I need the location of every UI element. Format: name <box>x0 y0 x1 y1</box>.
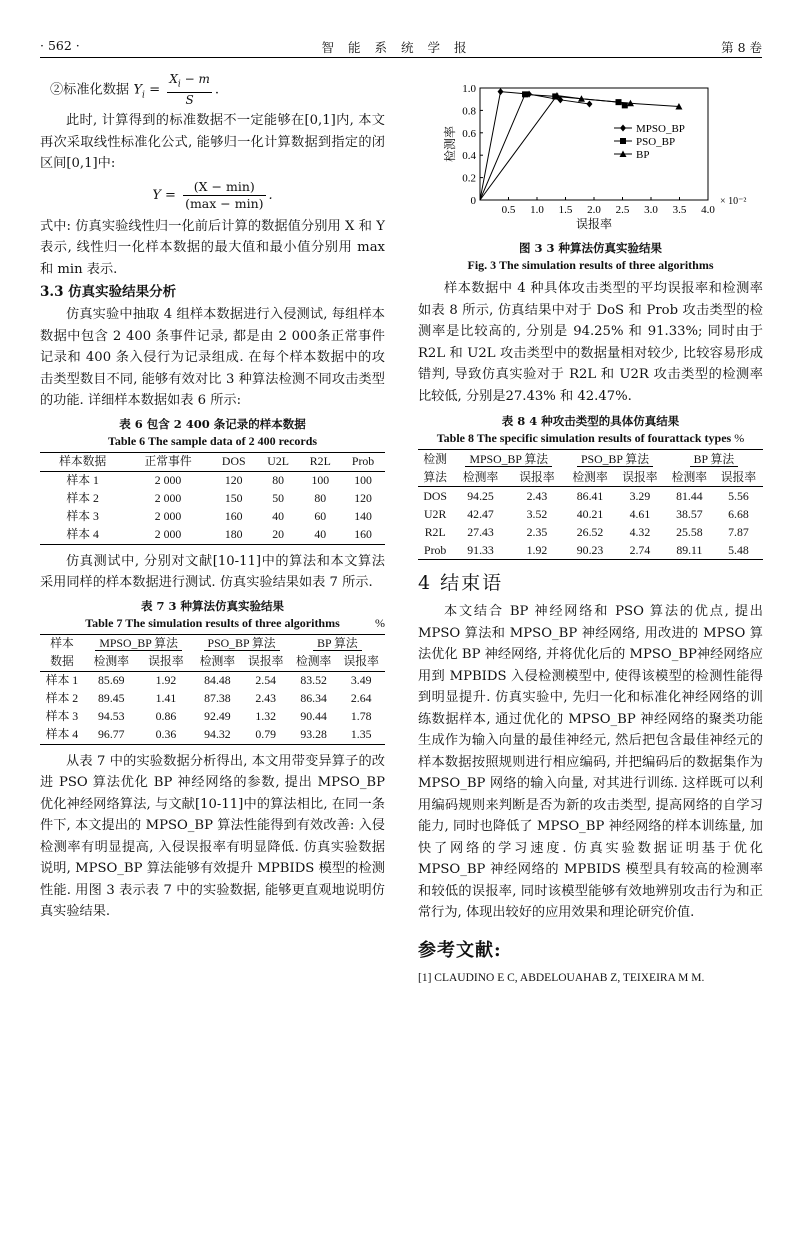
table-cell: 5.56 <box>728 488 749 503</box>
table-header-cell: 误报率 <box>242 653 290 672</box>
table-cell: 25.58 <box>676 524 703 539</box>
table-header-cell: 正常事件 <box>125 452 210 471</box>
table-cell: 89.11 <box>665 541 714 560</box>
table-cell: 42.47 <box>467 506 494 521</box>
section-3-3-heading: 3.3 仿真实验结果分析 <box>40 284 177 301</box>
paragraph-4: 仿真测试中, 分别对文献[10-11]中的算法和本文算法采用同样的样本数据进行测试. 仿真实验结果如表 7 所示. <box>40 553 385 591</box>
series-line-pso-bp <box>480 94 625 200</box>
table-cell: 93.28 <box>290 726 338 745</box>
table-cell: 样本 1 <box>45 673 79 688</box>
table-cell: 6.68 <box>728 506 749 521</box>
table-cell: 160 <box>341 526 385 545</box>
x-axis-label: 误报率 <box>575 217 613 231</box>
reference-1: [1] CLAUDINO E C, ABDELOUAHAB Z, TEIXEIRA M M. <box>418 971 705 984</box>
table-cell: 样本 3 <box>66 509 99 524</box>
table-cell: 样本 1 <box>66 473 99 488</box>
table-row <box>40 508 385 526</box>
data-point <box>498 88 504 95</box>
table-cell: 2.35 <box>526 524 548 539</box>
table-cell: 样本 4 <box>40 526 125 545</box>
paragraph-2: 式中: 仿真实验线性归一化前后计算的数据值分别用 X 和 Y 表示, 线性归一化样本数据的最大值和最小值分别用 max 和 min 表示. <box>40 218 385 277</box>
table-cell: 0.79 <box>242 726 290 745</box>
table-cell: 87.38 <box>204 691 231 706</box>
table8-unit: % <box>734 431 745 445</box>
table-row <box>40 690 385 708</box>
journal-name: 智能系统学报 <box>321 40 481 55</box>
y-tick-label: 0.8 <box>462 105 476 118</box>
table-cell: 80 <box>314 491 327 506</box>
table-cell: 94.25 <box>467 488 494 503</box>
table-cell: 2.54 <box>255 673 277 688</box>
table-row <box>418 523 763 541</box>
y-tick-label: 1.0 <box>462 83 476 95</box>
formula-den: S <box>185 93 194 108</box>
table-header-group-label: BP 算法 <box>690 452 739 467</box>
legend-label: PSO_BP <box>636 136 676 148</box>
table-header-group-label: MPSO_BP 算法 <box>465 452 552 467</box>
x-tick-label: 4.0 <box>701 204 715 216</box>
figure-3-chart <box>418 78 763 238</box>
paragraph-3: 仿真实验中抽取 4 组样本数据进行入侵测试, 每组样本数据中包含 2 400 条事件记录, 都是由 2 000条正常事件记录和 400 条入侵行为记录组成. 在每个样本数据中的攻击类型数目不同, 能够有效对比 3 种算法检测不同攻击类型的功能. 详细样本数据如表 6 所示: <box>40 307 385 409</box>
table-cell: 85.69 <box>98 673 125 688</box>
table-cell: 2.43 <box>526 488 548 503</box>
table-cell: 140 <box>354 509 372 524</box>
table-header-cell: Prob <box>341 452 385 471</box>
table-cell: 150 <box>224 491 243 506</box>
table-cell: 2 000 <box>154 509 182 524</box>
table-row <box>40 726 385 745</box>
table-cell: 100 <box>311 473 330 488</box>
formula-lhs-sub: i <box>142 90 145 101</box>
formula-2: Y = $\frac{(X - \min)}{(\max - \min)}$ . <box>152 178 273 211</box>
table-header-cell: 误报率 <box>509 468 565 487</box>
table7-caption-en-text: Table 7 The simulation results of three algorithms <box>85 615 340 630</box>
table-cell: Prob <box>418 541 452 560</box>
table-cell: 5.48 <box>714 541 763 560</box>
table-cell: 0.86 <box>155 709 177 724</box>
figure3-caption-cn: 图 3 3 种算法仿真实验结果 <box>518 241 662 255</box>
table-cell: 86.34 <box>300 691 327 706</box>
legend-marker <box>620 138 626 144</box>
table-row <box>40 671 385 690</box>
table-header-cell: 误报率 <box>714 468 763 487</box>
table-cell: 1.92 <box>155 673 177 688</box>
table-header-cell: 检测率 <box>193 653 241 672</box>
table-cell: 2.43 <box>255 691 277 706</box>
table-header-cell: 误报率 <box>615 468 665 487</box>
legend-label: MPSO_BP <box>636 123 685 135</box>
table-cell: 2 000 <box>154 473 182 488</box>
formula-num: X <box>169 72 178 86</box>
table-cell: 120 <box>354 491 372 506</box>
references-heading: 参考文献: <box>418 939 502 961</box>
x-tick-label: 3.0 <box>644 204 658 216</box>
table-header-group-label: MPSO_BP 算法 <box>95 636 182 651</box>
table-row <box>40 490 385 508</box>
table7-unit: % <box>375 615 385 630</box>
x-tick-label: 2.0 <box>587 204 601 216</box>
table-cell: 60 <box>314 509 327 524</box>
table-header-cell: 误报率 <box>337 653 385 672</box>
table-row <box>40 526 385 545</box>
table-header-group <box>565 450 665 469</box>
table-cell: 20 <box>257 526 300 545</box>
table-header-cell: 样本 <box>40 634 84 653</box>
table-cell: 120 <box>224 473 243 488</box>
formula-num-sub: i <box>177 79 181 90</box>
table-cell: R2L <box>424 524 446 539</box>
paragraph-6: 样本数据中 4 种具体攻击类型的平均误报率和检测率如表 8 所示, 仿真结果中对于 DoS 和 Prob 攻击类型的检测率是比较高的, 分别是 94.25% 和 91.33%; 同时由于 R2L 和 U2L 攻击类型中的数据量相对较少, 比较容易形成错判, 导致仿真实验对于 R2L 和 U2R 攻击类型的检测率比较低, 分别是27.43% 和 42.47%. <box>418 281 763 404</box>
table-header-cell: 检测率 <box>290 653 338 672</box>
table-cell: 样本 4 <box>40 726 84 745</box>
formula-num-tail: − m <box>180 72 210 86</box>
formula-lhs: Y <box>133 82 143 98</box>
table-header-cell: 检测率 <box>452 468 508 487</box>
table-cell: 50 <box>272 491 284 506</box>
table-cell: 样本 2 <box>66 491 99 506</box>
table-cell: 4.32 <box>629 524 651 539</box>
y-tick-label: 0.6 <box>462 127 476 140</box>
table-cell: 81.44 <box>676 488 703 503</box>
table-cell: 94.53 <box>98 709 125 724</box>
table-header-cell: 数据 <box>40 653 84 672</box>
table-header-cell: DOS <box>211 452 257 471</box>
table-header-group-label: PSO_BP 算法 <box>577 452 653 467</box>
table-cell: 96.77 <box>84 726 139 745</box>
table-cell: 4.61 <box>629 506 651 521</box>
table-cell: 1.35 <box>337 726 385 745</box>
y-tick-label: 0 <box>470 195 476 207</box>
x-tick-label: 1.5 <box>558 204 573 216</box>
x-tick-label: 2.5 <box>615 204 630 216</box>
table-cell: DOS <box>423 488 447 503</box>
table-cell: 94.32 <box>193 726 241 745</box>
table-cell: 1.32 <box>255 709 277 724</box>
table-cell: 1.41 <box>155 691 177 706</box>
figure3-caption-en: Fig. 3 The simulation results of three algorithms <box>467 258 714 272</box>
right-column <box>418 78 763 986</box>
data-point <box>586 101 592 108</box>
table-header-cell: 检测 <box>418 450 452 469</box>
table-cell: 样本 2 <box>45 691 79 706</box>
table-row <box>418 487 763 506</box>
table-cell: 84.48 <box>204 673 231 688</box>
table-header-cell: 算法 <box>418 468 452 487</box>
table-cell: 92.49 <box>204 709 231 724</box>
table-header-group <box>290 634 385 653</box>
table-header-cell: 检测率 <box>84 653 139 672</box>
x-exponent-label: × 10⁻² <box>720 196 747 207</box>
y-tick-label: 0.4 <box>462 150 476 163</box>
table7-caption-cn: 表 7 3 种算法仿真实验结果 <box>140 598 284 613</box>
table-header-group <box>452 450 565 469</box>
table-cell: 3.52 <box>526 506 548 521</box>
table-header-group-label: BP 算法 <box>313 636 362 651</box>
y-axis-label: 检测率 <box>443 125 457 163</box>
table6-caption-cn: 表 6 包含 2 400 条记录的样本数据 <box>119 416 306 431</box>
x-tick-label: 1.0 <box>530 204 544 216</box>
table-row <box>40 708 385 726</box>
table-cell: 1.92 <box>509 541 565 560</box>
table-header-cell: 误报率 <box>139 653 194 672</box>
table-cell: 样本 3 <box>45 709 79 724</box>
table-row <box>418 505 763 523</box>
table-cell: 38.57 <box>676 506 703 521</box>
table-header-cell: 检测率 <box>665 468 714 487</box>
paragraph-7: 本文结合 BP 神经网络和 PSO 算法的优点, 提出 MPSO 算法和 MPSO_BP 神经网络, 用改进的 MPSO 算法优化 BP 神经网络, 并将优化后的 MPSO_BP神经网络应用到 MPBIDS 入侵检测模型中, 使得该模型的检测性能得到明显提升. 仿真实验中, 先归一化和标准化神经网络的训练数据样本, 通过优化的 MPSO_BP 神经网络的聚类功能生成作为输入向量的最佳神经元, 然后把包含最佳神经元的样本数据按照规则进行相应编码, 并把编码后的数据集作为 MPSO_BP 网络的输入向量, 对其进行训练. 这样既可以利用编码规则来判断是否为新的攻击类型, 提高网络的自学习能力, 同时也降低了 MPSO_BP 神经网络的样本训练量, 加快了网络的学习速度. 仿真实验数据证明基于优化 MPSO_BP 神经网络的 MPBIDS 模型具有较高的检测率和较低的误报率, 同时该模型能够有效地辨别攻击行为和正常行为, 体现出较好的应用效果和理论研究价值. <box>418 604 763 920</box>
table-cell: 2 000 <box>125 526 210 545</box>
section-4-heading: 4 结束语 <box>418 572 504 594</box>
x-tick-label: 0.5 <box>501 204 516 216</box>
legend-label: BP <box>636 149 650 161</box>
table8-caption-en <box>418 430 763 447</box>
table-row <box>40 471 385 490</box>
table-cell: 3.29 <box>629 488 651 503</box>
table-cell: 27.43 <box>467 524 494 539</box>
table8-caption-en-text: Table 8 The specific simulation results of fourattack types <box>436 431 732 445</box>
standardize-formula-line: ②标准化数据 $Y_i$ = $\frac{X_i - m}{S}$ . <box>50 72 220 108</box>
table-row <box>418 541 763 560</box>
paragraph-5: 从表 7 中的实验数据分析得出, 本文用带变异算子的改进 PSO 算法优化 BP 神经网络的参数, 提出 MPSO_BP 优化神经网络算法, 与文献[10-11]中的算法相比, 在同一条件下, 本文提出的 MPSO_BP 算法性能得到有效改善: 入侵检测率有明显提高, 入侵误报率有明显降低. 仿真实验数据说明, MPSO_BP 算法能够有效提升 MPBIDS 模型的检测性能. 用图 3 表示表 7 中的实验数据, 能够更直观地说明仿真实验结果. <box>40 753 385 920</box>
table-header-cell: 样本数据 <box>40 452 125 471</box>
table-header-group <box>193 634 290 653</box>
table-cell: 83.52 <box>300 673 327 688</box>
formula2-den: (max − min) <box>185 195 264 211</box>
paragraph-1: 此时, 计算得到的标准数据不一定能够在[0,1]内, 本文再次采取线性标准化公式, 能够归一化计算数据到指定的闭区间[0,1]中: <box>40 113 385 172</box>
table-7 <box>40 634 385 745</box>
table-cell: 2 000 <box>154 491 182 506</box>
table-header-cell: R2L <box>299 452 341 471</box>
data-point <box>522 91 528 97</box>
page-number: · 562 · <box>40 38 80 53</box>
x-tick-label: 3.5 <box>672 204 687 216</box>
table-cell: 90.23 <box>565 541 615 560</box>
formula2-fraction <box>183 179 265 212</box>
table-header-cell: 检测率 <box>565 468 615 487</box>
table-cell: 40 <box>299 526 341 545</box>
formula2-lhs: Y = <box>152 187 181 203</box>
table-8 <box>418 449 763 560</box>
chart-svg <box>418 78 763 238</box>
y-tick-label: 0.2 <box>462 172 476 185</box>
formula-fraction <box>167 72 212 108</box>
table-cell: 2.64 <box>350 691 372 706</box>
standardize-label: ②标准化数据 <box>50 82 134 98</box>
table-cell: 3.49 <box>350 673 372 688</box>
table-cell: 89.45 <box>98 691 125 706</box>
table-header-group <box>665 450 763 469</box>
series-line-mpso-bp <box>480 92 589 200</box>
table-cell: 91.33 <box>452 541 508 560</box>
table-cell: 1.78 <box>350 709 372 724</box>
table-header-group <box>84 634 193 653</box>
left-column <box>40 72 385 923</box>
table-header-group-label: PSO_BP 算法 <box>204 636 280 651</box>
legend-marker <box>620 125 626 132</box>
table-cell: 180 <box>211 526 257 545</box>
table-cell: 90.44 <box>300 709 327 724</box>
table-cell: 40.21 <box>576 506 604 521</box>
table-cell: 7.87 <box>728 524 749 539</box>
table-cell: 2.74 <box>615 541 665 560</box>
table-cell: 80 <box>272 473 284 488</box>
formula2-num: (X − min) <box>183 179 265 196</box>
table-cell: 0.36 <box>139 726 194 745</box>
page-header <box>40 38 762 58</box>
table-6 <box>40 452 385 545</box>
table-cell: 26.52 <box>576 524 604 539</box>
table-cell: 160 <box>224 509 243 524</box>
volume-number: 第 8 卷 <box>721 40 762 55</box>
table6-caption-en: Table 6 The sample data of 2 400 records <box>107 433 318 448</box>
table8-caption-cn: 表 8 4 种攻击类型的具体仿真结果 <box>501 414 680 428</box>
table-cell: 40 <box>272 509 284 524</box>
table-cell: 100 <box>354 473 372 488</box>
table7-caption-en <box>40 615 385 632</box>
table-cell: U2R <box>424 506 447 521</box>
table-cell: 86.41 <box>576 488 604 503</box>
table-header-cell: U2L <box>257 452 300 471</box>
